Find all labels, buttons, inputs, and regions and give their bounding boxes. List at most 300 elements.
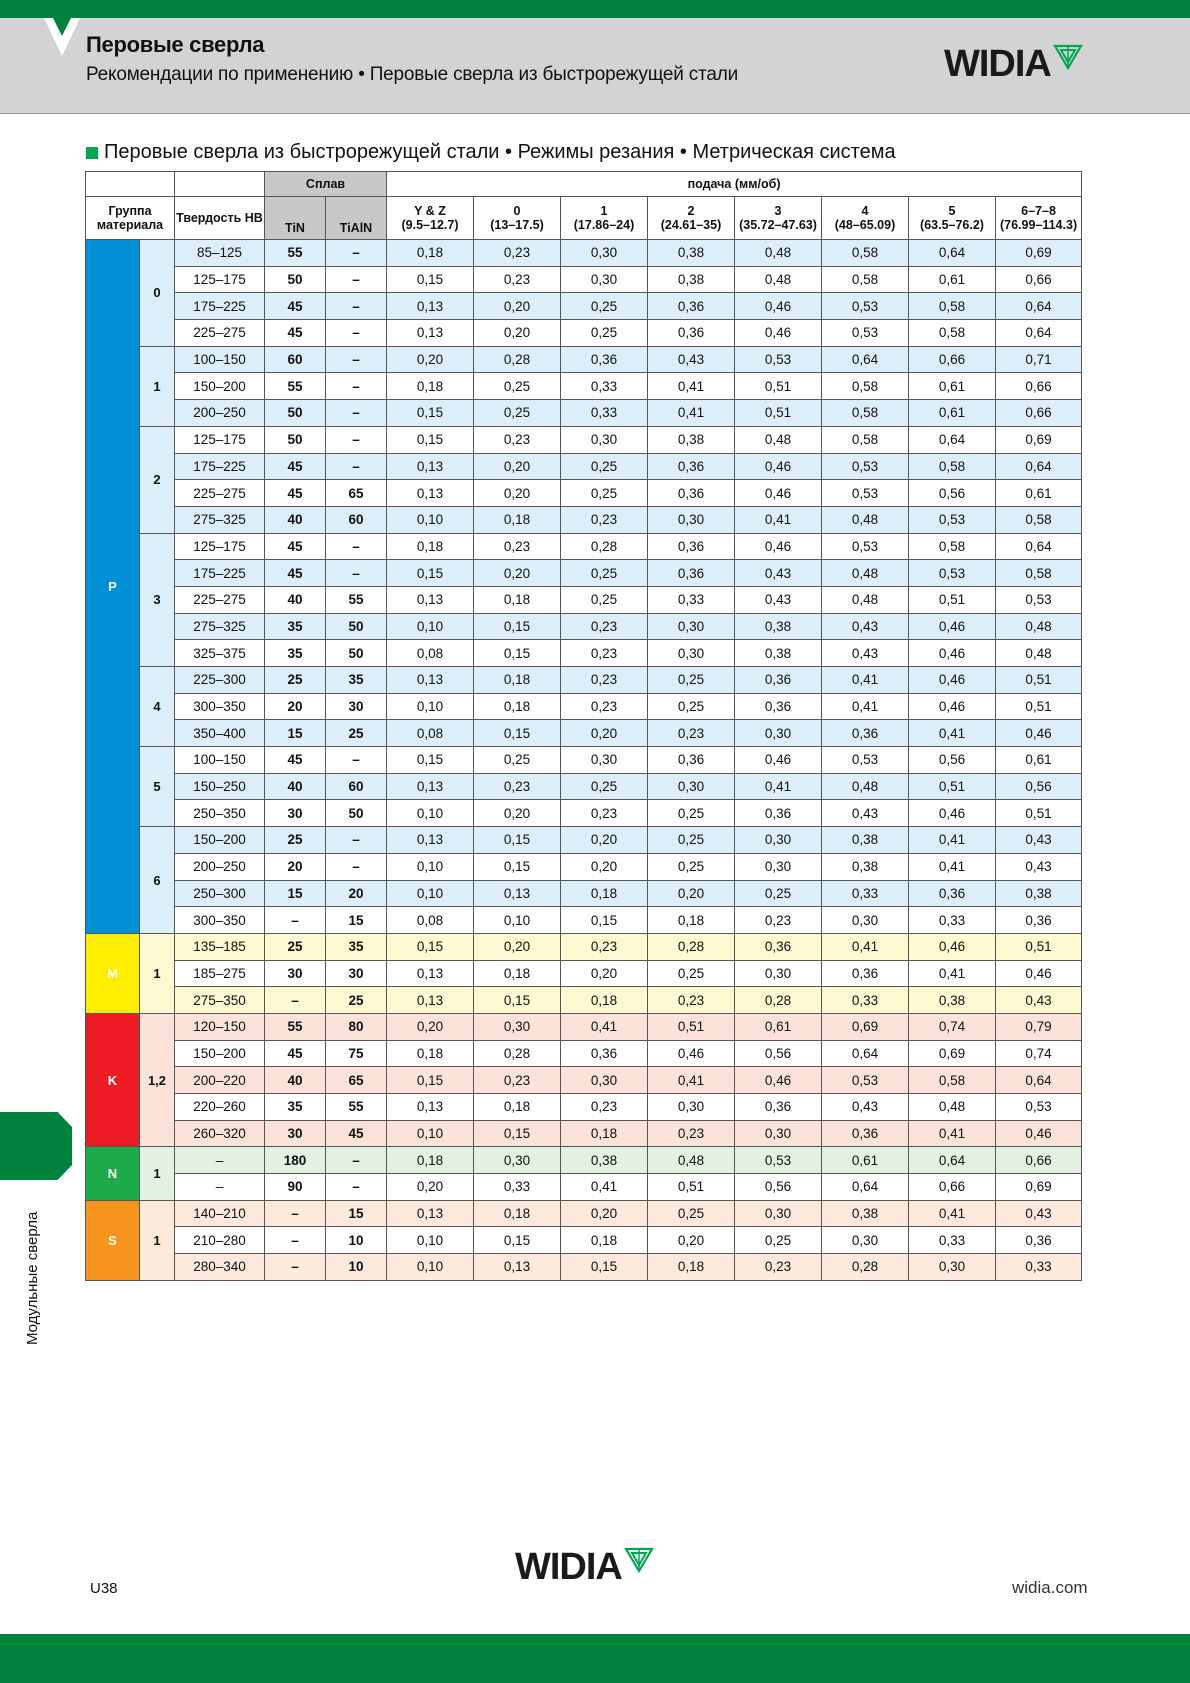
feed-value-cell: 0,48 [735,266,822,293]
feed-value-cell: 0,15 [474,827,561,854]
feed-value-cell: 0,20 [474,320,561,347]
feed-value-cell: 0,48 [822,506,909,533]
feed-value-cell: 0,13 [387,320,474,347]
table-row [86,453,1082,480]
feed-value-cell: 0,20 [474,293,561,320]
feed-value-cell: 0,30 [648,613,735,640]
feed-value-cell: 0,33 [909,907,996,934]
feed-value-cell: 0,23 [561,800,648,827]
feed-code: 5 [948,204,956,218]
hardness-cell: 225–275 [175,480,265,507]
tialn-cell: 30 [326,960,387,987]
feed-value-cell: 0,33 [822,880,909,907]
tialn-cell: 20 [326,880,387,907]
feed-value-cell: 0,18 [474,586,561,613]
feed-value-cell: 0,58 [996,506,1082,533]
tin-cell: 45 [265,453,326,480]
hardness-cell: – [175,1174,265,1201]
feed-value-cell: 0,30 [735,1200,822,1227]
tialn-cell: – [326,320,387,347]
tin-cell: 45 [265,747,326,774]
feed-range: (13–17.5) [490,218,544,232]
feed-value-cell: 0,13 [387,773,474,800]
table-row [86,320,1082,347]
feed-value-cell: 0,53 [735,346,822,373]
feed-value-cell: 0,43 [822,1094,909,1121]
feed-value-cell: 0,38 [996,880,1082,907]
feed-value-cell: 0,41 [909,827,996,854]
tin-cell: 30 [265,800,326,827]
feed-value-cell: 0,56 [996,773,1082,800]
feed-value-cell: 0,38 [648,426,735,453]
feed-value-cell: 0,61 [822,1147,909,1174]
tialn-cell: 15 [326,907,387,934]
feed-value-cell: 0,30 [474,1013,561,1040]
material-subgroup-cell: 5 [140,747,175,827]
feed-value-cell: 0,25 [474,373,561,400]
feed-value-cell: 0,13 [387,453,474,480]
tialn-cell: 35 [326,667,387,694]
hardness-cell: 175–225 [175,453,265,480]
hardness-cell: 175–225 [175,293,265,320]
feed-value-cell: 0,13 [387,293,474,320]
tialn-cell: 25 [326,720,387,747]
feed-value-cell: 0,51 [735,373,822,400]
feed-value-cell: 0,48 [822,773,909,800]
hardness-cell: 300–350 [175,907,265,934]
feed-value-cell: 0,10 [387,880,474,907]
feed-value-cell: 0,56 [909,480,996,507]
hardness-cell: 275–350 [175,987,265,1014]
feed-value-cell: 0,69 [996,1174,1082,1201]
hardness-cell: 200–250 [175,853,265,880]
feed-value-cell: 0,18 [561,880,648,907]
feed-value-cell: 0,61 [996,747,1082,774]
table-row [86,907,1082,934]
feed-value-cell: 0,20 [387,1174,474,1201]
feed-value-cell: 0,25 [561,293,648,320]
table-row [86,480,1082,507]
feed-value-cell: 0,25 [561,586,648,613]
feed-value-cell: 0,51 [909,586,996,613]
hardness-cell: 175–225 [175,560,265,587]
feed-value-cell: 0,46 [648,1040,735,1067]
feed-value-cell: 0,30 [735,720,822,747]
tialn-cell: 45 [326,1120,387,1147]
table-row [86,1094,1082,1121]
feed-value-cell: 0,43 [996,853,1082,880]
hardness-cell: 200–250 [175,400,265,427]
feed-value-cell: 0,08 [387,907,474,934]
feed-value-cell: 0,13 [387,667,474,694]
material-subgroup-cell: 2 [140,426,175,533]
feed-value-cell: 0,08 [387,720,474,747]
material-subgroup-cell: 1 [140,346,175,426]
feed-value-cell: 0,41 [648,1067,735,1094]
feed-value-cell: 0,36 [822,1120,909,1147]
table-row [86,1254,1082,1281]
feed-value-cell: 0,41 [648,400,735,427]
tin-cell: 25 [265,933,326,960]
feed-value-cell: 0,23 [648,1120,735,1147]
feed-value-cell: 0,46 [735,320,822,347]
feed-value-cell: 0,30 [735,960,822,987]
feed-value-cell: 0,15 [387,400,474,427]
feed-value-cell: 0,43 [996,827,1082,854]
feed-value-cell: 0,69 [996,426,1082,453]
feed-value-cell: 0,20 [387,1013,474,1040]
feed-value-cell: 0,25 [561,453,648,480]
feed-value-cell: 0,18 [387,1147,474,1174]
hardness-cell: 185–275 [175,960,265,987]
feed-value-cell: 0,28 [648,933,735,960]
table-row [86,613,1082,640]
tialn-cell: – [326,293,387,320]
feed-value-cell: 0,23 [561,640,648,667]
feed-value-cell: 0,23 [561,1094,648,1121]
feed-value-cell: 0,64 [996,293,1082,320]
feed-value-cell: 0,53 [822,533,909,560]
feed-value-cell: 0,23 [474,1067,561,1094]
feed-value-cell: 0,20 [561,853,648,880]
side-tab-label: Модульные сверла [24,1211,41,1345]
feed-value-cell: 0,13 [387,480,474,507]
feed-value-cell: 0,46 [735,293,822,320]
table-row [86,1200,1082,1227]
feed-value-cell: 0,48 [909,1094,996,1121]
tialn-cell: – [326,266,387,293]
feed-value-cell: 0,36 [648,480,735,507]
material-group-cell: S [86,1200,140,1280]
feed-value-cell: 0,36 [648,560,735,587]
tialn-cell: 25 [326,987,387,1014]
tin-header: TiN [265,197,326,240]
tialn-cell: – [326,1174,387,1201]
feed-value-cell: 0,33 [822,987,909,1014]
tin-cell: 45 [265,480,326,507]
tin-cell: 35 [265,613,326,640]
feed-value-cell: 0,48 [822,560,909,587]
feed-value-cell: 0,53 [822,320,909,347]
feed-value-cell: 0,36 [735,1094,822,1121]
feed-column-header [561,197,648,240]
feed-value-cell: 0,64 [822,1174,909,1201]
feed-value-cell: 0,10 [387,693,474,720]
hardness-cell: 275–325 [175,506,265,533]
tialn-cell: 10 [326,1254,387,1281]
feed-value-cell: 0,36 [648,453,735,480]
tin-cell: 20 [265,693,326,720]
feed-value-cell: 0,41 [735,773,822,800]
feed-value-cell: 0,36 [735,933,822,960]
table-row [86,720,1082,747]
material-subgroup-cell: 1 [140,933,175,1013]
feed-value-cell: 0,25 [648,960,735,987]
feed-column-header [735,197,822,240]
tialn-cell: – [326,747,387,774]
hardness-cell: 210–280 [175,1227,265,1254]
feed-value-cell: 0,53 [822,453,909,480]
feed-value-cell: 0,25 [648,667,735,694]
feed-value-cell: 0,56 [735,1174,822,1201]
feed-value-cell: 0,18 [474,960,561,987]
feed-value-cell: 0,46 [735,480,822,507]
hardness-cell: 100–150 [175,747,265,774]
material-subgroup-cell: 3 [140,533,175,666]
feed-value-cell: 0,20 [561,827,648,854]
feed-value-cell: 0,25 [561,480,648,507]
feed-value-cell: 0,51 [996,800,1082,827]
feed-value-cell: 0,36 [648,747,735,774]
feed-value-cell: 0,08 [387,640,474,667]
feed-value-cell: 0,38 [735,613,822,640]
tialn-cell: 15 [326,1200,387,1227]
feed-value-cell: 0,64 [822,1040,909,1067]
feed-value-cell: 0,48 [735,426,822,453]
feed-code: 0 [513,204,521,218]
feed-value-cell: 0,41 [822,933,909,960]
feed-value-cell: 0,18 [474,1200,561,1227]
feed-value-cell: 0,28 [474,346,561,373]
table-row [86,1013,1082,1040]
feed-value-cell: 0,43 [822,800,909,827]
feed-value-cell: 0,10 [387,800,474,827]
material-group-cell: N [86,1147,140,1200]
table-row [86,240,1082,267]
table-row [86,693,1082,720]
hardness-cell: 250–300 [175,880,265,907]
hardness-cell: 140–210 [175,1200,265,1227]
feed-value-cell: 0,46 [735,533,822,560]
top-accent-bar [0,0,1190,18]
feed-value-cell: 0,25 [648,853,735,880]
hardness-cell: 125–175 [175,266,265,293]
feed-value-cell: 0,13 [474,1254,561,1281]
feed-value-cell: 0,46 [735,1067,822,1094]
alloy-header: Сплав [265,172,387,197]
feed-value-cell: 0,74 [909,1013,996,1040]
feed-value-cell: 0,20 [474,480,561,507]
feed-value-cell: 0,64 [996,453,1082,480]
feed-value-cell: 0,23 [561,933,648,960]
tialn-cell: – [326,426,387,453]
feed-value-cell: 0,46 [996,1120,1082,1147]
material-subgroup-cell: 0 [140,240,175,347]
tin-cell: 45 [265,320,326,347]
feed-value-cell: 0,18 [474,506,561,533]
feed-column-header [996,197,1082,240]
tialn-cell: – [326,400,387,427]
table-row [86,533,1082,560]
feed-value-cell: 0,36 [822,720,909,747]
feed-value-cell: 0,15 [474,987,561,1014]
feed-value-cell: 0,51 [996,667,1082,694]
feed-value-cell: 0,43 [735,560,822,587]
feed-value-cell: 0,53 [822,747,909,774]
table-row [86,960,1082,987]
feed-value-cell: 0,66 [909,1174,996,1201]
feed-value-cell: 0,38 [648,266,735,293]
tialn-cell: – [326,453,387,480]
hardness-cell: 250–350 [175,800,265,827]
tin-cell: 35 [265,640,326,667]
feed-value-cell: 0,46 [909,933,996,960]
feed-value-cell: 0,38 [561,1147,648,1174]
feed-value-cell: 0,15 [474,1227,561,1254]
feed-value-cell: 0,64 [996,1067,1082,1094]
feed-value-cell: 0,56 [909,747,996,774]
feed-value-cell: 0,25 [561,560,648,587]
feed-value-cell: 0,20 [648,880,735,907]
feed-value-cell: 0,13 [474,880,561,907]
feed-value-cell: 0,23 [735,1254,822,1281]
group-header: Группа материала [86,197,175,240]
footer-logo-text: WIDIA [515,1546,622,1588]
page-title: Перовые сверла [86,32,265,57]
feed-range: (24.61–35) [660,218,722,232]
section-title-text: Перовые сверла из быстрорежущей стали • Режимы резания • Метрическая система [104,141,896,163]
table-row [86,667,1082,694]
feed-value-cell: 0,41 [909,720,996,747]
green-square-icon [86,147,98,159]
widia-logo [944,44,1083,84]
tialn-cell: 50 [326,613,387,640]
feed-value-cell: 0,66 [996,400,1082,427]
feed-value-cell: 0,30 [561,747,648,774]
table-row [86,747,1082,774]
tialn-cell: – [326,1147,387,1174]
feed-code: 4 [861,204,869,218]
feed-value-cell: 0,48 [735,240,822,267]
hardness-cell: 150–200 [175,827,265,854]
feed-code: 1 [600,204,608,218]
feed-range: (48–65.09) [834,218,896,232]
feed-range: (76.99–114.3) [999,218,1078,232]
table-row [86,640,1082,667]
feed-value-cell: 0,36 [735,667,822,694]
hardness-cell: 225–275 [175,586,265,613]
feed-value-cell: 0,18 [474,1094,561,1121]
feed-value-cell: 0,36 [822,960,909,987]
feed-value-cell: 0,41 [909,1120,996,1147]
feed-value-cell: 0,30 [474,1147,561,1174]
feed-value-cell: 0,64 [996,320,1082,347]
feed-value-cell: 0,41 [822,693,909,720]
feed-value-cell: 0,15 [474,640,561,667]
tialn-header: TiAlN [326,197,387,240]
feed-value-cell: 0,43 [735,586,822,613]
table-row [86,853,1082,880]
feed-value-cell: 0,10 [387,853,474,880]
tin-cell: 20 [265,853,326,880]
table-row [86,987,1082,1014]
feed-value-cell: 0,46 [909,640,996,667]
feed-value-cell: 0,15 [387,426,474,453]
feed-value-cell: 0,15 [474,853,561,880]
tin-cell: 40 [265,506,326,533]
feed-value-cell: 0,64 [822,346,909,373]
feed-value-cell: 0,53 [996,1094,1082,1121]
feed-value-cell: 0,48 [648,1147,735,1174]
feed-value-cell: 0,30 [561,1067,648,1094]
feed-value-cell: 0,30 [735,853,822,880]
table-row [86,266,1082,293]
feed-value-cell: 0,23 [474,533,561,560]
feed-value-cell: 0,30 [648,773,735,800]
feed-value-cell: 0,53 [735,1147,822,1174]
feed-value-cell: 0,36 [648,293,735,320]
feed-value-cell: 0,18 [387,240,474,267]
feed-value-cell: 0,10 [387,1227,474,1254]
feed-value-cell: 0,30 [648,1094,735,1121]
table-row [86,586,1082,613]
tialn-cell: 50 [326,800,387,827]
tialn-cell: 50 [326,640,387,667]
feed-value-cell: 0,38 [822,853,909,880]
table-row [86,800,1082,827]
feed-value-cell: 0,30 [822,907,909,934]
feed-value-cell: 0,58 [909,453,996,480]
side-tab [0,1112,72,1180]
feed-value-cell: 0,43 [648,346,735,373]
material-subgroup-cell: 4 [140,667,175,747]
feed-value-cell: 0,33 [561,373,648,400]
feed-value-cell: 0,58 [909,1067,996,1094]
feed-value-cell: 0,46 [735,747,822,774]
tin-cell: 30 [265,1120,326,1147]
website-link[interactable]: widia.com [1012,1578,1088,1597]
feed-value-cell: 0,36 [561,346,648,373]
tin-cell: 25 [265,667,326,694]
feed-value-cell: 0,23 [561,667,648,694]
feed-value-cell: 0,46 [996,720,1082,747]
feed-value-cell: 0,58 [822,400,909,427]
tin-cell: 50 [265,426,326,453]
table-row [86,933,1082,960]
feed-value-cell: 0,13 [387,827,474,854]
feed-value-cell: 0,15 [561,907,648,934]
feed-value-cell: 0,36 [735,693,822,720]
feed-value-cell: 0,58 [996,560,1082,587]
feed-value-cell: 0,69 [909,1040,996,1067]
feed-value-cell: 0,25 [648,800,735,827]
tin-cell: – [265,907,326,934]
blank-header-cell [175,172,265,197]
tialn-cell: – [326,560,387,587]
feed-value-cell: 0,61 [909,373,996,400]
feed-range: (9.5–12.7) [401,218,459,232]
feed-value-cell: 0,25 [735,880,822,907]
tin-cell: 40 [265,586,326,613]
feed-value-cell: 0,61 [996,480,1082,507]
tin-cell: 40 [265,1067,326,1094]
feed-value-cell: 0,13 [387,987,474,1014]
feed-value-cell: 0,58 [822,373,909,400]
hardness-cell: 280–340 [175,1254,265,1281]
feed-value-cell: 0,51 [648,1013,735,1040]
feed-range: (63.5–76.2) [920,218,984,232]
feed-value-cell: 0,79 [996,1013,1082,1040]
feed-value-cell: 0,18 [474,693,561,720]
tin-cell: – [265,987,326,1014]
feed-value-cell: 0,20 [561,1200,648,1227]
feed-header: подача (мм/об) [387,172,1082,197]
material-subgroup-cell: 6 [140,827,175,934]
tialn-cell: 10 [326,1227,387,1254]
feed-value-cell: 0,41 [561,1013,648,1040]
header-notch-accent [53,18,71,36]
hardness-cell: 150–200 [175,1040,265,1067]
